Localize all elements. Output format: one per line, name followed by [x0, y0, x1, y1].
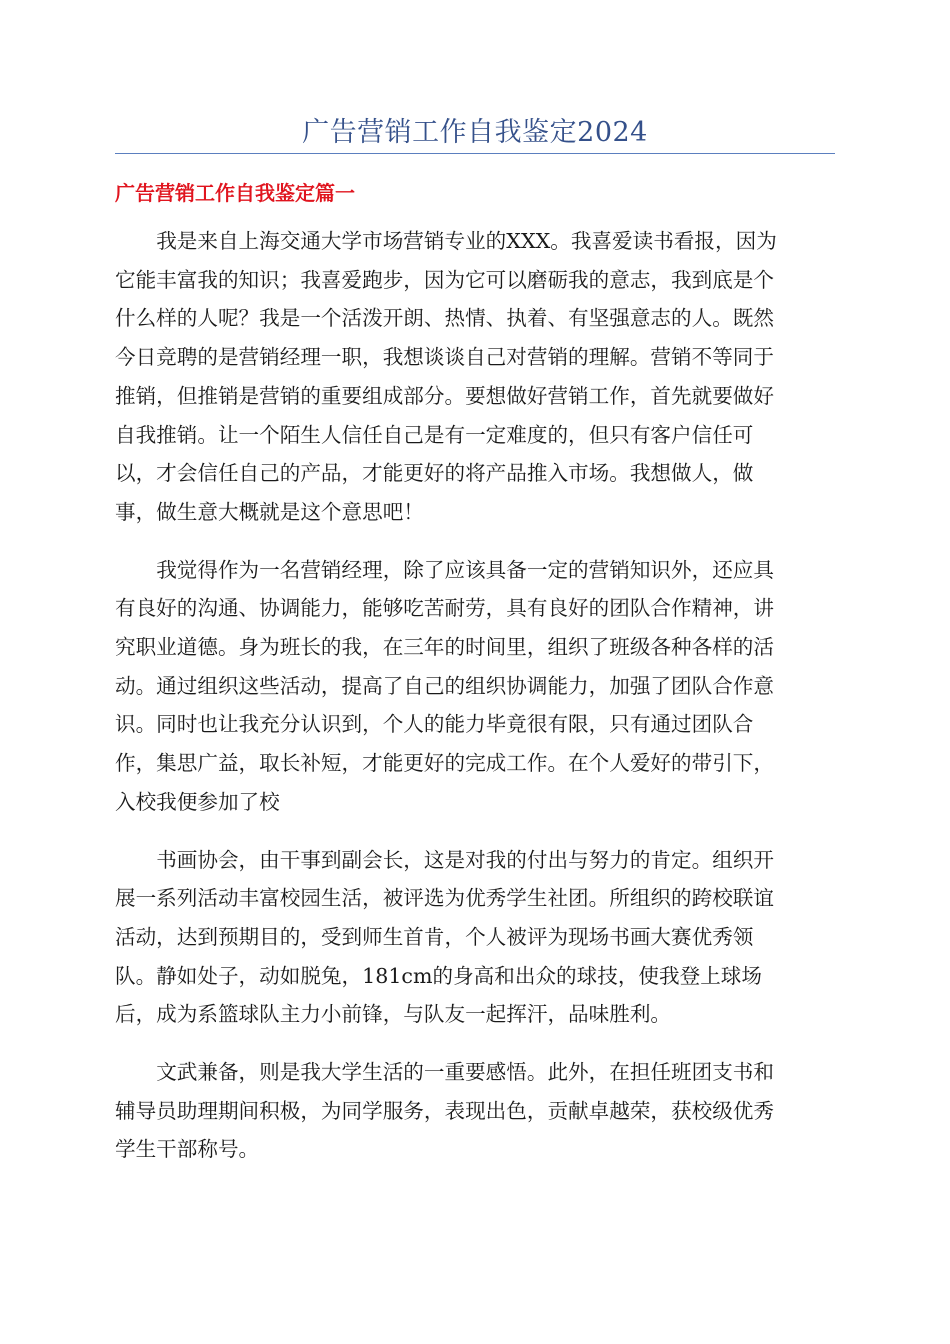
paragraph-4	[115, 1053, 833, 1169]
paragraph-line: 推销，但推销是营销的重要组成部分。要想做好营销工作，首先就要做好	[115, 383, 774, 408]
document-body	[115, 222, 833, 1188]
section-heading: 广告营销工作自我鉴定篇一	[115, 181, 355, 205]
paragraph-line: 辅导员助理期间积极，为同学服务，表现出色，贡献卓越荣，获校级优秀	[115, 1098, 774, 1123]
paragraph-line: 有良好的沟通、协调能力，能够吃苦耐劳，具有良好的团队合作精神，讲	[115, 596, 774, 621]
paragraph-line: 书画协会，由干事到副会长，这是对我的付出与努力的肯定。组织开	[156, 847, 774, 872]
paragraph-3	[115, 841, 833, 1035]
paragraph-line: 文武兼备，则是我大学生活的一重要感悟。此外，在担任班团支书和	[156, 1060, 774, 1085]
paragraph-line: 后，成为系篮球队主力小前锋，与队友一起挥汗，品味胜利。	[115, 1002, 672, 1027]
paragraph-line: 什么样的人呢？我是一个活泼开朗、热情、执着、有坚强意志的人。既然	[115, 306, 774, 331]
paragraph-1	[115, 222, 833, 532]
document-title: 广告营销工作自我鉴定2024	[302, 117, 648, 148]
paragraph-line: 识。同时也让我充分认识到，个人的能力毕竟很有限，只有通过团队合	[115, 712, 754, 737]
paragraph-line: 活动，达到预期目的，受到师生首肯，个人被评为现场书画大赛优秀领	[115, 924, 754, 949]
paragraph-line: 学生干部称号。	[115, 1137, 260, 1162]
paragraph-line: 自我推销。让一个陌生人信任自己是有一定难度的，但只有客户信任可	[115, 422, 754, 447]
paragraph-line: 动。通过组织这些活动，提高了自己的组织协调能力，加强了团队合作意	[115, 673, 774, 698]
paragraph-line: 展一系列活动丰富校园生活，被评选为优秀学生社团。所组织的跨校联谊	[115, 886, 774, 911]
paragraph-line: 入校我便参加了校	[115, 789, 280, 814]
paragraph-line: 队。静如处子，动如脱兔，181cm的身高和出众的球技，使我登上球场	[115, 963, 762, 988]
paragraph-line: 究职业道德。身为班长的我，在三年的时间里，组织了班级各种各样的活	[115, 635, 774, 660]
title-underline	[115, 153, 835, 154]
paragraph-line: 我是来自上海交通大学市场营销专业的XXX。我喜爱读书看报，因为	[156, 229, 777, 253]
paragraph-2	[115, 551, 833, 822]
paragraph-line: 它能丰富我的知识；我喜爱跑步，因为它可以磨砺我的意志，我到底是个	[115, 267, 774, 292]
paragraph-line: 今日竞聘的是营销经理一职，我想谈谈自己对营销的理解。营销不等同于	[115, 345, 774, 370]
paragraph-line: 事，做生意大概就是这个意思吧！	[115, 499, 424, 524]
paragraph-line: 我觉得作为一名营销经理，除了应该具备一定的营销知识外，还应具	[156, 557, 774, 582]
paragraph-line: 以，才会信任自己的产品，才能更好的将产品推入市场。我想做人，做	[115, 461, 754, 486]
paragraph-line: 作，集思广益，取长补短，才能更好的完成工作。在个人爱好的带引下，	[115, 751, 774, 776]
